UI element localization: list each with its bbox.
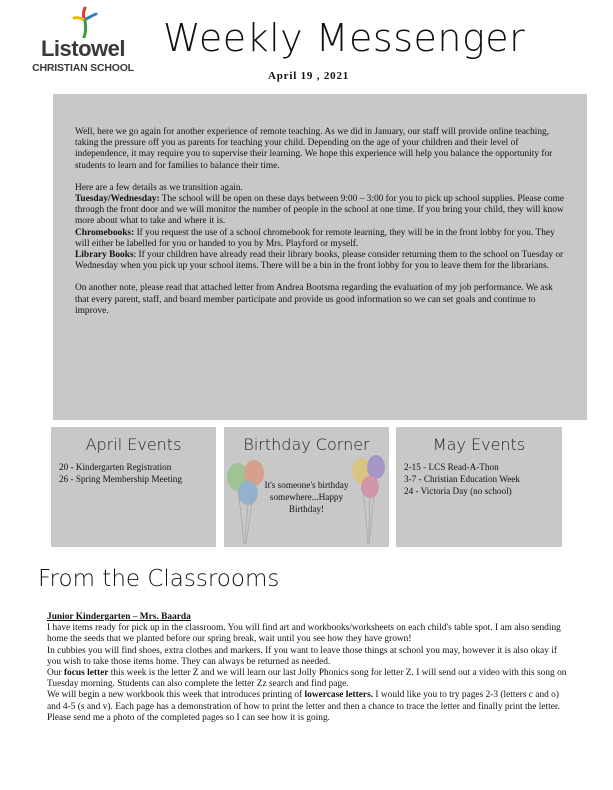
tuesday-label: Tuesday/Wednesday: — [75, 194, 160, 205]
birthday-text: It's someone's birthday somewhere...Happy Birthday! — [264, 480, 349, 514]
may-events-card — [396, 427, 562, 547]
intro-panel — [53, 94, 587, 420]
list-item: 3-7 - Christian Education Week — [404, 474, 520, 484]
classroom-paragraph-4 — [47, 690, 567, 724]
intro-paragraph-3: On another note, please read that attached letter from Andrea Bootsma regarding the evaluation of my job performance. We ask that every parent, staff, and board member participate and provide us good information so we can set goals and continue to improve. — [75, 283, 553, 316]
list-item: 20 - Kindergarten Registration — [59, 462, 172, 472]
chromebooks-text: If you request the use of a school chromebook for remote learning, they will be in the front lobby for you. They will either be labelled for you or handed to you by Mrs. Playford or myself. — [75, 227, 555, 249]
classrooms-title: From the Classrooms — [38, 566, 280, 592]
p3-start: Our — [47, 668, 64, 679]
school-logo — [28, 6, 138, 80]
logo-subtitle: CHRISTIAN SCHOOL — [32, 62, 134, 74]
chromebooks-label: Chromebooks: — [75, 227, 135, 238]
birthday-corner-card — [224, 427, 389, 547]
intro-details — [75, 183, 567, 273]
birthday-corner-title: Birthday Corner — [243, 435, 370, 454]
april-events-title: April Events — [85, 435, 182, 454]
newsletter-date: April 19 , 2021 — [268, 70, 350, 82]
list-item: 26 - Spring Membership Meeting — [59, 474, 182, 484]
tuesday-text: The school will be open on these days between 9:00 – 3:00 for you to pick up school supplies. Please come through the front door and we will monitor the number of people in the school at one time. If you bring your child, they will know more about what to take and where it is. — [75, 194, 565, 227]
focus-letter-label: focus letter — [63, 668, 109, 679]
classroom-paragraph-1: I have items ready for pick up in the classroom. You will find art and workbooks/worksheets on each child's table spot. I am also sending home the seeds that we planted before our spring break, wait until you see how they have grown! — [47, 623, 561, 645]
lowercase-label: lowercase letters. — [304, 690, 374, 701]
library-label: Library Books — [75, 250, 134, 261]
classroom-heading: Junior Kindergarten – Mrs. Baarda — [47, 612, 191, 622]
logo-name: Listowel — [40, 36, 125, 61]
details-lead: Here are a few details as we transition again. — [75, 182, 243, 193]
intro-text — [75, 127, 567, 328]
april-events-card — [51, 427, 216, 547]
list-item: 2-15 - LCS Read-A-Thon — [404, 462, 499, 472]
library-text: : If your children have already read their library books, please consider returning them to the school on Tuesday or Wednesday when you pick up your school items. There will be a bin in the front lobby for you to leave them for the librarians. — [75, 250, 564, 272]
may-events-list — [404, 461, 558, 497]
april-events-list — [59, 461, 212, 485]
cross-logo-icon — [72, 6, 98, 38]
newsletter-title: Weekly Messenger — [163, 16, 526, 60]
birthday-message — [224, 479, 389, 515]
p4-end: I would like you to try pages 2-3 (letters c and o) and 4-5 (s and v). Each page has a demonstration of how to print the letter and then a chance to trace the letter and finally print the letter. Please send me a photo of the completed pages so I can see how it is going. — [47, 690, 560, 723]
classroom-report — [47, 612, 567, 724]
intro-paragraph-1: Well, here we go again for another experience of remote teaching. As we did in January, our staff will provide online teaching, taking the pressure off you as parents for teaching your child. Depending on the age of your children and their level of independence, it may require you to supervise their learning. We hope this experience will help you balance the opportunity for students to learn and for families to balance their time. — [75, 127, 553, 171]
classroom-paragraph-2: In cubbies you will find shoes, extra clothes and markers. If you want to leave those things at school you may, however it is also okay if you wish to take those items home. They can always be returned as needed. — [47, 645, 557, 667]
classroom-paragraph-3 — [47, 668, 567, 690]
may-events-title: May Events — [432, 435, 526, 454]
list-item: 24 - Victoria Day (no school) — [404, 486, 512, 496]
p3-end: this week is the letter Z and we will learn our last Jolly Phonics song for letter Z. I will send out a video with this song on Tuesday morning. Students can also complete the letter Zz search and find page. — [47, 668, 567, 690]
p4-start: We will begin a new workbook this week that introduces printing of — [47, 690, 305, 701]
